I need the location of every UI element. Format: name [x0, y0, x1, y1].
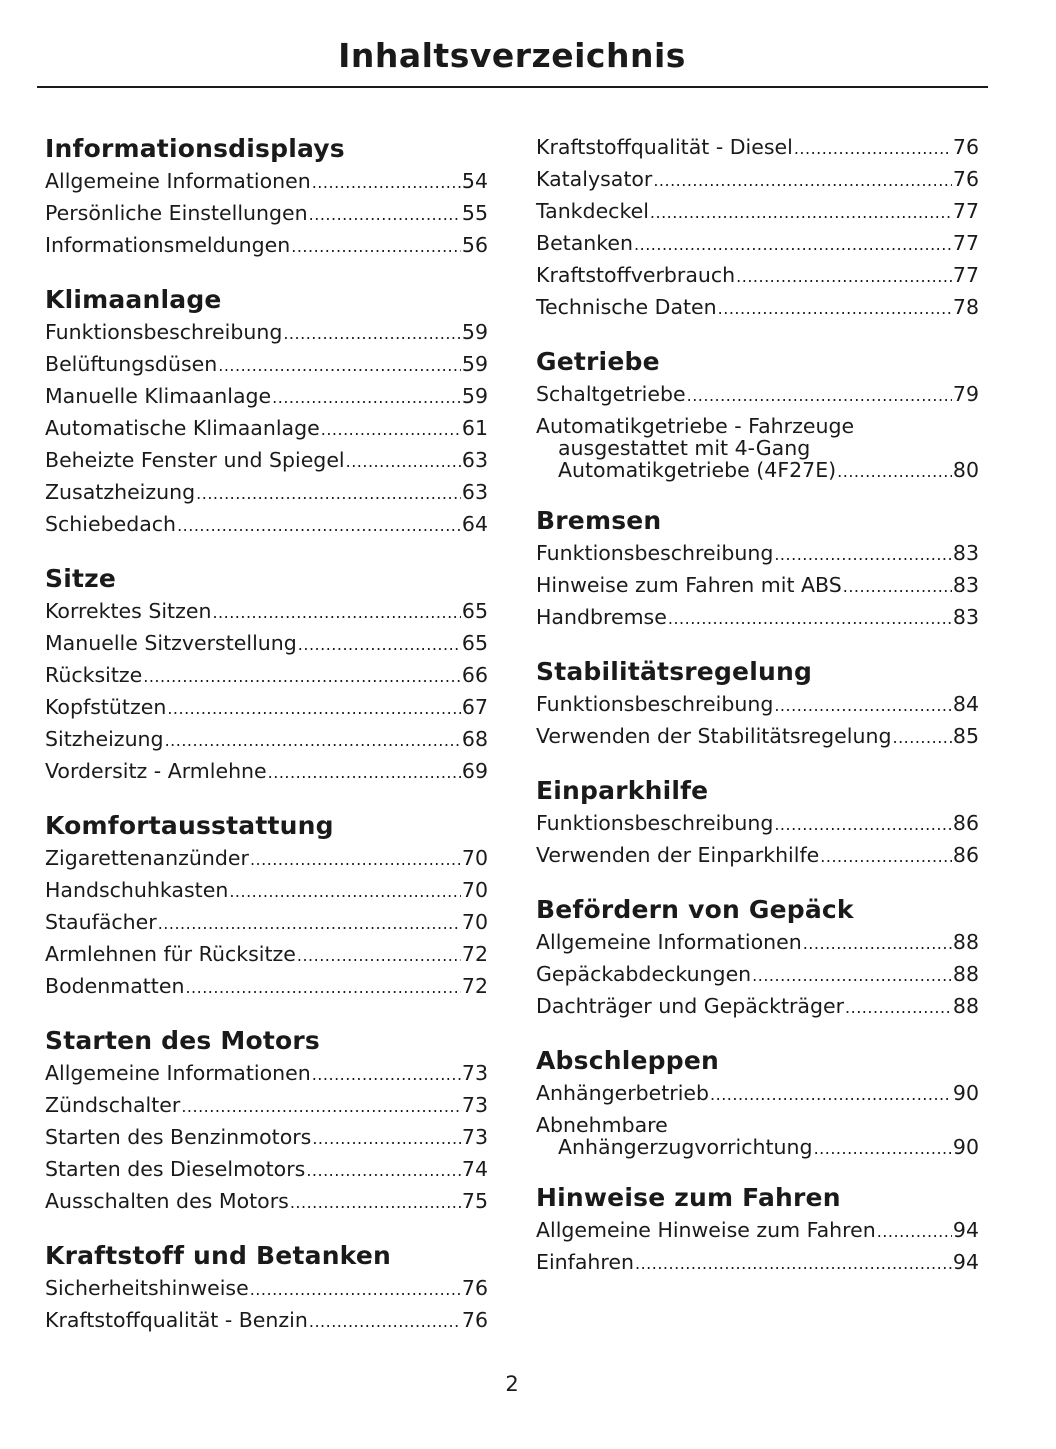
toc-entry[interactable] — [536, 927, 979, 959]
toc-entry[interactable] — [45, 381, 488, 413]
dot-leader — [212, 598, 460, 628]
toc-entry[interactable] — [45, 939, 488, 971]
entry-label: Einfahren — [536, 1250, 634, 1274]
toc-entry[interactable] — [536, 415, 979, 483]
toc-section — [536, 655, 979, 753]
toc-entry[interactable] — [45, 907, 488, 939]
toc-entry[interactable] — [536, 538, 979, 570]
entry-label: Allgemeine Hinweise zum Fahren — [536, 1218, 876, 1242]
entry-page: 70 — [461, 846, 488, 870]
dot-leader — [774, 691, 952, 721]
section-heading: Getriebe — [536, 347, 660, 376]
entry-label: Funktionsbeschreibung — [536, 541, 774, 565]
toc-entry[interactable] — [45, 477, 488, 509]
toc-section — [45, 283, 488, 541]
dot-leader — [837, 461, 952, 483]
toc-entry[interactable] — [45, 1058, 488, 1090]
entry-page: 94 — [952, 1218, 979, 1242]
dot-leader — [268, 758, 461, 788]
entry-page: 65 — [461, 631, 488, 655]
entry-label: Funktionsbeschreibung — [536, 811, 774, 835]
dot-leader — [736, 262, 952, 292]
entry-page: 86 — [952, 843, 979, 867]
toc-entry[interactable] — [536, 196, 979, 228]
entry-label: Zigarettenanzünder — [45, 846, 249, 870]
entry-page: 68 — [461, 727, 488, 751]
entry-label: Anhängerbetrieb — [536, 1081, 710, 1105]
dot-leader — [167, 694, 461, 724]
entry-label: Kraftstoffqualität - Diesel — [536, 135, 793, 159]
toc-entry[interactable] — [536, 689, 979, 721]
section-heading: Komfortausstattung — [45, 811, 334, 840]
entry-label: Ausschalten des Motors — [45, 1189, 289, 1213]
entry-page: 66 — [461, 663, 488, 687]
toc-entry[interactable] — [536, 1215, 979, 1247]
toc-entry[interactable] — [45, 692, 488, 724]
toc-section — [45, 562, 488, 788]
toc-section — [536, 1044, 979, 1160]
toc-entry[interactable] — [536, 379, 979, 411]
section-heading: Stabilitätsregelung — [536, 657, 813, 686]
toc-entry[interactable] — [536, 991, 979, 1023]
entry-label: Automatikgetriebe - Fahrzeuge — [536, 414, 855, 438]
entry-page: 65 — [461, 599, 488, 623]
section-heading: Sitze — [45, 564, 117, 593]
entry-page: 59 — [461, 384, 488, 408]
section-heading: Informationsdisplays — [45, 134, 345, 163]
toc-section — [536, 345, 979, 483]
page-title: Inhaltsverzeichnis — [338, 36, 686, 75]
entry-page: 77 — [952, 263, 979, 287]
entry-page: 59 — [461, 320, 488, 344]
entry-label: Sicherheitshinweise — [45, 1276, 249, 1300]
entry-label: Informationsmeldungen — [45, 233, 291, 257]
dot-leader — [312, 1060, 461, 1090]
dot-leader — [820, 842, 952, 872]
dot-leader — [309, 1307, 461, 1337]
dot-leader — [843, 572, 952, 602]
entry-page: 73 — [461, 1125, 488, 1149]
entry-label: Automatische Klimaanlage — [45, 416, 320, 440]
entry-page: 73 — [461, 1061, 488, 1085]
toc-entry[interactable] — [45, 1090, 488, 1122]
toc-section — [45, 132, 488, 262]
entry-label: Manuelle Sitzverstellung — [45, 631, 297, 655]
entry-label: Bodenmatten — [45, 974, 185, 998]
dot-leader — [177, 511, 461, 541]
toc-entry[interactable] — [536, 228, 979, 260]
dot-leader — [752, 961, 952, 991]
entry-page: 88 — [952, 930, 979, 954]
toc-entry[interactable] — [536, 808, 979, 840]
toc-section — [536, 132, 979, 324]
entry-page: 83 — [952, 573, 979, 597]
dot-leader — [309, 200, 461, 230]
entry-label: Starten des Benzinmotors — [45, 1125, 312, 1149]
dot-leader — [283, 319, 461, 349]
dot-leader — [893, 723, 952, 753]
dot-leader — [291, 232, 461, 262]
dot-leader — [196, 479, 461, 509]
entry-page: 76 — [461, 1276, 488, 1300]
dot-leader — [250, 1275, 461, 1305]
toc-entry[interactable] — [45, 724, 488, 756]
entry-label: Katalysator — [536, 167, 653, 191]
toc-column-right — [536, 132, 979, 1300]
toc-section — [536, 774, 979, 872]
section-heading: Bremsen — [536, 506, 662, 535]
entry-page: 88 — [952, 962, 979, 986]
entry-page: 76 — [461, 1308, 488, 1332]
entry-page: 76 — [952, 167, 979, 191]
entry-last-line — [536, 459, 979, 483]
entry-label: Handbremse — [536, 605, 667, 629]
toc-entry[interactable] — [536, 959, 979, 991]
entry-page: 54 — [461, 169, 488, 193]
dot-leader — [165, 726, 461, 756]
dot-leader — [687, 381, 952, 411]
entry-label: Persönliche Einstellungen — [45, 201, 308, 225]
dot-leader — [668, 604, 952, 634]
toc-entry[interactable] — [45, 1273, 488, 1305]
entry-page: 70 — [461, 910, 488, 934]
toc-section — [45, 1024, 488, 1218]
title-divider — [37, 86, 988, 88]
entry-page: 85 — [952, 724, 979, 748]
toc-entry[interactable] — [45, 166, 488, 198]
entry-label: Rücksitze — [45, 663, 143, 687]
entry-page: 83 — [952, 605, 979, 629]
dot-leader — [653, 166, 952, 196]
entry-label: Vordersitz - Armlehne — [45, 759, 267, 783]
entry-label: Kopfstützen — [45, 695, 167, 719]
dot-leader — [312, 168, 461, 198]
entry-label: Betanken — [536, 231, 634, 255]
section-heading: Hinweise zum Fahren — [536, 1183, 841, 1212]
entry-label: Manuelle Klimaanlage — [45, 384, 272, 408]
entry-label: Funktionsbeschreibung — [536, 692, 774, 716]
entry-page: 90 — [952, 1081, 979, 1105]
entry-page: 72 — [461, 942, 488, 966]
dot-leader — [635, 1249, 952, 1279]
toc-entry[interactable] — [45, 756, 488, 788]
dot-leader — [718, 294, 952, 324]
entry-label: Staufächer — [45, 910, 157, 934]
entry-page: 78 — [952, 295, 979, 319]
entry-label: Hinweise zum Fahren mit ABS — [536, 573, 842, 597]
entry-page: 83 — [952, 541, 979, 565]
toc-section — [536, 504, 979, 634]
toc-entry[interactable] — [536, 292, 979, 324]
entry-label: Verwenden der Stabilitätsregelung — [536, 724, 892, 748]
entry-page: 88 — [952, 994, 979, 1018]
dot-leader — [877, 1217, 952, 1247]
entry-label: Belüftungsdüsen — [45, 352, 218, 376]
entry-label: Technische Daten — [536, 295, 717, 319]
entry-page: 74 — [461, 1157, 488, 1181]
toc-entry[interactable] — [45, 198, 488, 230]
toc-entry[interactable] — [45, 875, 488, 907]
toc-entry[interactable] — [45, 596, 488, 628]
entry-page: 84 — [952, 692, 979, 716]
toc-entry[interactable] — [536, 1114, 979, 1160]
entry-page: 70 — [461, 878, 488, 902]
entry-page: 55 — [461, 201, 488, 225]
entry-label: ausgestattet mit 4-Gang — [558, 436, 811, 460]
toc-entry[interactable] — [45, 1186, 488, 1218]
toc-section — [45, 1239, 488, 1337]
entry-page: 64 — [461, 512, 488, 536]
entry-label: Anhängerzugvorrichtung — [558, 1135, 813, 1159]
toc-entry[interactable] — [45, 1305, 488, 1337]
entry-label: Zusatzheizung — [45, 480, 196, 504]
dot-leader — [710, 1080, 952, 1110]
entry-page: 75 — [461, 1189, 488, 1213]
toc-entry[interactable] — [45, 509, 488, 541]
dot-leader — [774, 540, 952, 570]
entry-label: Verwenden der Einparkhilfe — [536, 843, 820, 867]
toc-entry[interactable] — [45, 317, 488, 349]
entry-page: 72 — [461, 974, 488, 998]
entry-label: Handschuhkasten — [45, 878, 229, 902]
page-number: 2 — [505, 1372, 519, 1396]
entry-label: Korrektes Sitzen — [45, 599, 212, 623]
section-heading: Befördern von Gepäck — [536, 895, 854, 924]
dot-leader — [650, 198, 952, 228]
toc-entry[interactable] — [45, 1122, 488, 1154]
entry-page: 59 — [461, 352, 488, 376]
entry-label: Allgemeine Informationen — [45, 169, 311, 193]
dot-leader — [774, 810, 952, 840]
dot-leader — [845, 993, 952, 1023]
dot-leader — [298, 630, 461, 660]
toc-entry[interactable] — [45, 445, 488, 477]
dot-leader — [321, 415, 461, 445]
entry-label: Allgemeine Informationen — [536, 930, 802, 954]
entry-page: 63 — [461, 480, 488, 504]
entry-page: 61 — [461, 416, 488, 440]
toc-entry[interactable] — [45, 971, 488, 1003]
toc-entry[interactable] — [536, 260, 979, 292]
entry-label: Sitzheizung — [45, 727, 164, 751]
entry-label: Kraftstoffqualität - Benzin — [45, 1308, 308, 1332]
dot-leader — [158, 909, 461, 939]
entry-label: Gepäckabdeckungen — [536, 962, 752, 986]
dot-leader — [312, 1124, 461, 1154]
toc-entry[interactable] — [45, 349, 488, 381]
toc-entry[interactable] — [45, 660, 488, 692]
toc-entry[interactable] — [536, 602, 979, 634]
dot-leader — [185, 973, 460, 1003]
entry-page: 56 — [461, 233, 488, 257]
toc-entry[interactable] — [45, 413, 488, 445]
entry-label: Tankdeckel — [536, 199, 649, 223]
dot-leader — [346, 447, 461, 477]
dot-leader — [229, 877, 461, 907]
entry-label: Schiebedach — [45, 512, 177, 536]
entry-label: Beheizte Fenster und Spiegel — [45, 448, 345, 472]
toc-entry[interactable] — [536, 132, 979, 164]
entry-page: 79 — [952, 382, 979, 406]
entry-page: 77 — [952, 199, 979, 223]
toc-entry[interactable] — [536, 1078, 979, 1110]
toc-column-left — [45, 132, 488, 1358]
dot-leader — [803, 929, 952, 959]
toc-section — [536, 893, 979, 1023]
entry-label: Funktionsbeschreibung — [45, 320, 283, 344]
entry-label: Starten des Dieselmotors — [45, 1157, 306, 1181]
dot-leader — [814, 1138, 952, 1160]
section-heading: Kraftstoff und Betanken — [45, 1241, 391, 1270]
toc-section — [45, 809, 488, 1003]
section-heading: Einparkhilfe — [536, 776, 709, 805]
entry-page: 77 — [952, 231, 979, 255]
entry-page: 76 — [952, 135, 979, 159]
dot-leader — [181, 1092, 461, 1122]
toc-entry[interactable] — [536, 840, 979, 872]
entry-label: Armlehnen für Rücksitze — [45, 942, 296, 966]
toc-entry[interactable] — [45, 843, 488, 875]
entry-page: 94 — [952, 1250, 979, 1274]
entry-page: 90 — [952, 1135, 979, 1159]
entry-page: 67 — [461, 695, 488, 719]
dot-leader — [218, 351, 461, 381]
entry-page: 80 — [952, 458, 979, 482]
dot-leader — [297, 941, 461, 971]
entry-last-line — [536, 1136, 979, 1160]
dot-leader — [306, 1156, 461, 1186]
dot-leader — [794, 134, 952, 164]
dot-leader — [272, 383, 461, 413]
toc-entry[interactable] — [45, 230, 488, 262]
entry-page: 63 — [461, 448, 488, 472]
entry-label: Schaltgetriebe — [536, 382, 686, 406]
dot-leader — [143, 662, 461, 692]
entry-label: Allgemeine Informationen — [45, 1061, 311, 1085]
toc-entry[interactable] — [536, 721, 979, 753]
entry-label: Automatikgetriebe (4F27E) — [558, 458, 837, 482]
entry-label: Abnehmbare — [536, 1113, 668, 1137]
section-heading: Abschleppen — [536, 1046, 720, 1075]
toc-entry[interactable] — [536, 164, 979, 196]
section-heading: Starten des Motors — [45, 1026, 320, 1055]
toc-entry[interactable] — [45, 628, 488, 660]
entry-page: 86 — [952, 811, 979, 835]
dot-leader — [250, 845, 461, 875]
toc-entry[interactable] — [45, 1154, 488, 1186]
toc-entry[interactable] — [536, 570, 979, 602]
entry-label: Zündschalter — [45, 1093, 181, 1117]
entry-page: 69 — [461, 759, 488, 783]
toc-entry[interactable] — [536, 1247, 979, 1279]
section-heading: Klimaanlage — [45, 285, 222, 314]
toc-section — [536, 1181, 979, 1279]
entry-label: Kraftstoffverbrauch — [536, 263, 736, 287]
entry-page: 73 — [461, 1093, 488, 1117]
dot-leader — [290, 1188, 461, 1218]
dot-leader — [634, 230, 952, 260]
entry-label: Dachträger und Gepäckträger — [536, 994, 845, 1018]
